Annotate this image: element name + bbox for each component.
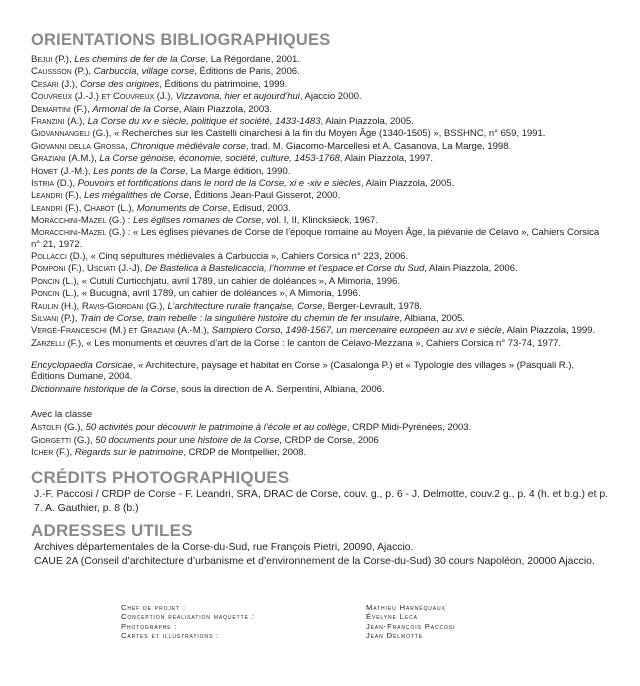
entry-title: Pouvoirs et fortifications dans le nord de la Corse, xi e -xiv e siècles (77, 177, 361, 189)
biblio-entry (31, 301, 610, 312)
entry-author: Poncin (L.), (31, 275, 80, 287)
entry-author: Bejui (P.), (31, 54, 72, 65)
entry-rest: « Recherches sur les Castelli cinarchesi à la fin du Moyen Âge (1340-1505) », BSSHNC, n° 659, 1991. (113, 128, 546, 140)
biblio-entry (31, 203, 610, 214)
encyclo-list (31, 360, 610, 395)
entry-rest: , Éditions du patrimoine, 1999. (159, 78, 288, 90)
biblio-entry (31, 276, 610, 287)
entry-author: Silvani (P.), (31, 313, 78, 325)
encyclo-entry (31, 384, 610, 395)
entry-author: Moracchini-Mazel (G.) : (31, 215, 131, 227)
credits-section (31, 468, 610, 515)
team-role: Conception réalisation maquette : (121, 612, 255, 622)
entry-rest: « Bucugnà, avril 1789, un cahier de doléances », A Mimoria, 1996. (81, 288, 361, 300)
biblio-entry (31, 288, 610, 299)
biblio-entry (31, 190, 610, 201)
team-role: Photographe : (121, 621, 178, 631)
entry-author: Istria (D.), (31, 177, 75, 189)
entry-author: Raulin (H.), Ravis-Giordani (G.), (31, 300, 165, 312)
entry-rest: « Cutuli Curticchjatu, avril 1789, un cahier de doléances », A Mimoria, 1996. (81, 275, 400, 287)
entry-title: Les mégalithes de Corse (83, 190, 189, 202)
entry-title: Armorial de la Corse (92, 103, 179, 115)
entry-title: Encyclopaedia Corsicae (31, 360, 133, 372)
biblio-entry (31, 178, 610, 189)
entry-title: Sampiero Corso, 1498-1567, un mercenaire européen au xvi e siècle (211, 325, 502, 337)
classe-entry (31, 422, 610, 433)
biblio-entry (31, 116, 610, 127)
entry-title: Chronique médiévale corse (130, 140, 246, 152)
entry-author: Icher (F.), (31, 446, 73, 458)
team-name: Évelyne Leca (366, 612, 418, 622)
entry-rest: , trad. M. Giacomo-Marcellesi et A. Casanova, La Marge, 1998. (245, 140, 512, 152)
entry-author: Pollacci (D.), (31, 251, 88, 263)
entry-rest: , Alain Piazzola, 2003. (178, 103, 273, 115)
team-role: Cartes et illustrations : (121, 630, 220, 640)
entry-author: Giovanni della Grossa, (31, 140, 128, 152)
entry-title: 50 activités pour découvrir le patrimoine à l’école et au collège (85, 422, 347, 434)
team-credits (121, 603, 521, 640)
entry-title: Les ponts de la Corse (93, 165, 186, 177)
entry-author: Franzini (A.), (31, 115, 85, 127)
biblio-entry (31, 153, 610, 164)
team-row (121, 622, 521, 631)
entry-author: Cesari (J.), (31, 78, 78, 90)
biblio-list (31, 54, 610, 349)
entry-author: Leandri (F.), Chabot (L.), (31, 202, 135, 214)
entry-author: Caussson (P.), (31, 66, 92, 78)
entry-rest: , Éditions Jean-Paul Gisserot, 2000. (188, 190, 341, 202)
entry-title: Regards sur le patrimoine (74, 446, 184, 458)
biblio-entry (31, 227, 610, 249)
entry-rest: « Les monuments et œuvres d’art de la Corse : le canton de Celavo-Mezzana », Cahiers Corsica n° 73-74, 1977. (86, 337, 562, 349)
classe-entry (31, 447, 610, 458)
entry-author: Graziani (A.M.), (31, 153, 97, 165)
entry-rest: , Alain Piazzola, 2005. (360, 177, 455, 189)
team-name: Mathieu Harnéquaux (366, 603, 446, 612)
biblio-entry (31, 79, 610, 90)
biblio-entry (31, 66, 610, 77)
entry-title: Carbuccia, village corse (93, 66, 195, 78)
team-name: Jean-François Paccosi (366, 621, 456, 631)
entry-author: Pomponi (F.), Usciati (J.-J), (31, 263, 143, 275)
entry-title: L’architecture rurale française, Corse (167, 300, 323, 312)
biblio-entry (31, 166, 610, 177)
team-row (121, 612, 521, 621)
entry-title: Vizzavona, hier et aujourd’hui (175, 91, 300, 103)
entry-title: Dictionnaire historique de la Corse (31, 383, 176, 395)
entry-author: Demartini (F.), (31, 103, 90, 115)
entry-rest: , La Marge édition, 1990. (185, 165, 291, 177)
entry-title: Train de Corse, train rebelle : la singulière histoire du chemin de fer insulaire (80, 313, 400, 325)
entry-title: Monuments de Corse (136, 202, 228, 214)
classe-list (31, 422, 610, 458)
biblio-heading: ORIENTATIONS BIBLIOGRAPHIQUES (31, 31, 331, 49)
entry-rest: , Edisud, 2003. (227, 202, 291, 214)
team-row (121, 631, 521, 640)
biblio-entry (31, 215, 610, 226)
biblio-entry (31, 338, 610, 349)
entry-rest: , Alain Piazzola, 1997. (339, 153, 434, 165)
entry-author: Moracchini-Mazel (G.) : (31, 227, 131, 239)
entry-title: Corse des origines (80, 78, 160, 90)
entry-title: Les chemins de fer de la Corse (74, 54, 206, 65)
entry-rest: , Alain Piazzola, 1999. (501, 325, 596, 337)
entry-rest: , vol. I, II, Klincksieck, 1967. (261, 215, 378, 227)
biblio-entry (31, 251, 610, 262)
credits-text: J.-F. Paccosi / CRDP de Corse - F. Leandri, SRA, DRAC de Corse, couv. g., p. 6 - J. Delmotte, couv.2 g., p. 4 (h. et b.g.) et p. 7. A. Gauthier, p. 8 (b.) (34, 489, 609, 514)
team-row (121, 603, 521, 612)
entry-author: Giorgetti (G.), (31, 434, 93, 446)
adresses-section (31, 521, 610, 568)
biblio-entry (31, 263, 610, 274)
entry-author: Zarzelli (F.), (31, 337, 84, 349)
adresse-line: Archives départementales de la Corse-du-Sud, rue François Pietri, 20090, Ajaccio. (34, 542, 414, 554)
entry-rest: , CRDP de Montpellier, 2008. (183, 446, 307, 458)
entry-title: De Bastelica à Bastelicaccia, l’homme et l’espace et Corse du Sud (144, 263, 425, 275)
classe-heading: Avec la classe (31, 408, 93, 420)
entry-author: Astolfi (G.), (31, 422, 83, 434)
team-role: Chef de projet : (121, 603, 186, 612)
biblio-entry (31, 54, 610, 65)
entry-rest: , Alain Piazzola, 2006. (424, 263, 518, 275)
entry-rest: , sous la direction de A. Serpentini, Albiana, 2006. (175, 383, 385, 395)
biblio-entry (31, 104, 610, 115)
entry-rest: « Cinq sépultures médiévales à Carbuccia », Cahiers Corsica n° 223, 2006. (90, 251, 409, 263)
adresses-heading: ADRESSES UTILES (31, 521, 193, 541)
biblio-entry (31, 91, 610, 102)
biblio-entry (31, 128, 610, 139)
entry-author: Poncin (L.), (31, 288, 80, 300)
entry-rest: , La Régordane, 2001. (205, 54, 300, 65)
entry-rest: , Berger-Levrault, 1978. (322, 300, 423, 312)
entry-author: Couvreux (J.-J.) et Couvreux (J.), (31, 91, 174, 103)
team-name: Jean Delmotte (366, 630, 423, 640)
entry-title: Les églises romanes de Corse (132, 215, 262, 227)
encyclo-entry (31, 360, 610, 382)
entry-rest: , CRDP Midi-Pyrénées, 2003. (346, 422, 472, 434)
entry-rest: , Ajaccio 2000. (299, 91, 362, 103)
entry-author: Homet (J.-M.), (31, 165, 91, 177)
entry-author: Vergé-Franceschi (M.) et Graziani (A.-M.), (31, 325, 210, 337)
entry-title: 50 documents pour une histoire de la Corse (95, 434, 280, 446)
credits-heading: CRÉDITS PHOTOGRAPHIQUES (31, 468, 290, 488)
entry-author: Giovannangeli (G.), (31, 128, 112, 140)
entry-rest: , Albiana, 2005. (399, 313, 465, 325)
entry-rest: « Les églises piévanes de Corse de l’époque romaine au Moyen Âge, la piévanie de Celavo », Cahiers Corsica n° 21, 1972. (31, 227, 600, 250)
entry-author: Leandri (F.), (31, 190, 82, 202)
entry-rest: , CRDP de Corse, 2006 (279, 434, 379, 446)
biblio-entry (31, 141, 610, 152)
biblio-entry (31, 325, 610, 336)
adresse-line: CAUE 2A (Conseil d’architecture d’urbanisme et d’environnement de la Corse-du-Sud) 30 cours Napoléon, 20000 Ajaccio. (34, 555, 595, 567)
entry-title: La Corse du xv e siècle, politique et société, 1433-1483 (87, 115, 321, 127)
entry-title: La Corse génoise, économie, société, culture, 1453-1768 (99, 153, 340, 165)
entry-rest: , « Architecture, paysage et habitat en Corse » (Casalonga P.) et « Typologie des villages » (Pasquali R.), Éditions Dumane, 2004. (31, 360, 575, 383)
biblio-entry (31, 313, 610, 324)
classe-entry (31, 435, 610, 446)
entry-rest: , Alain Piazzola, 2005. (320, 115, 414, 127)
biblio-section (31, 30, 610, 458)
entry-rest: , Éditions de Paris, 2006. (194, 66, 300, 78)
